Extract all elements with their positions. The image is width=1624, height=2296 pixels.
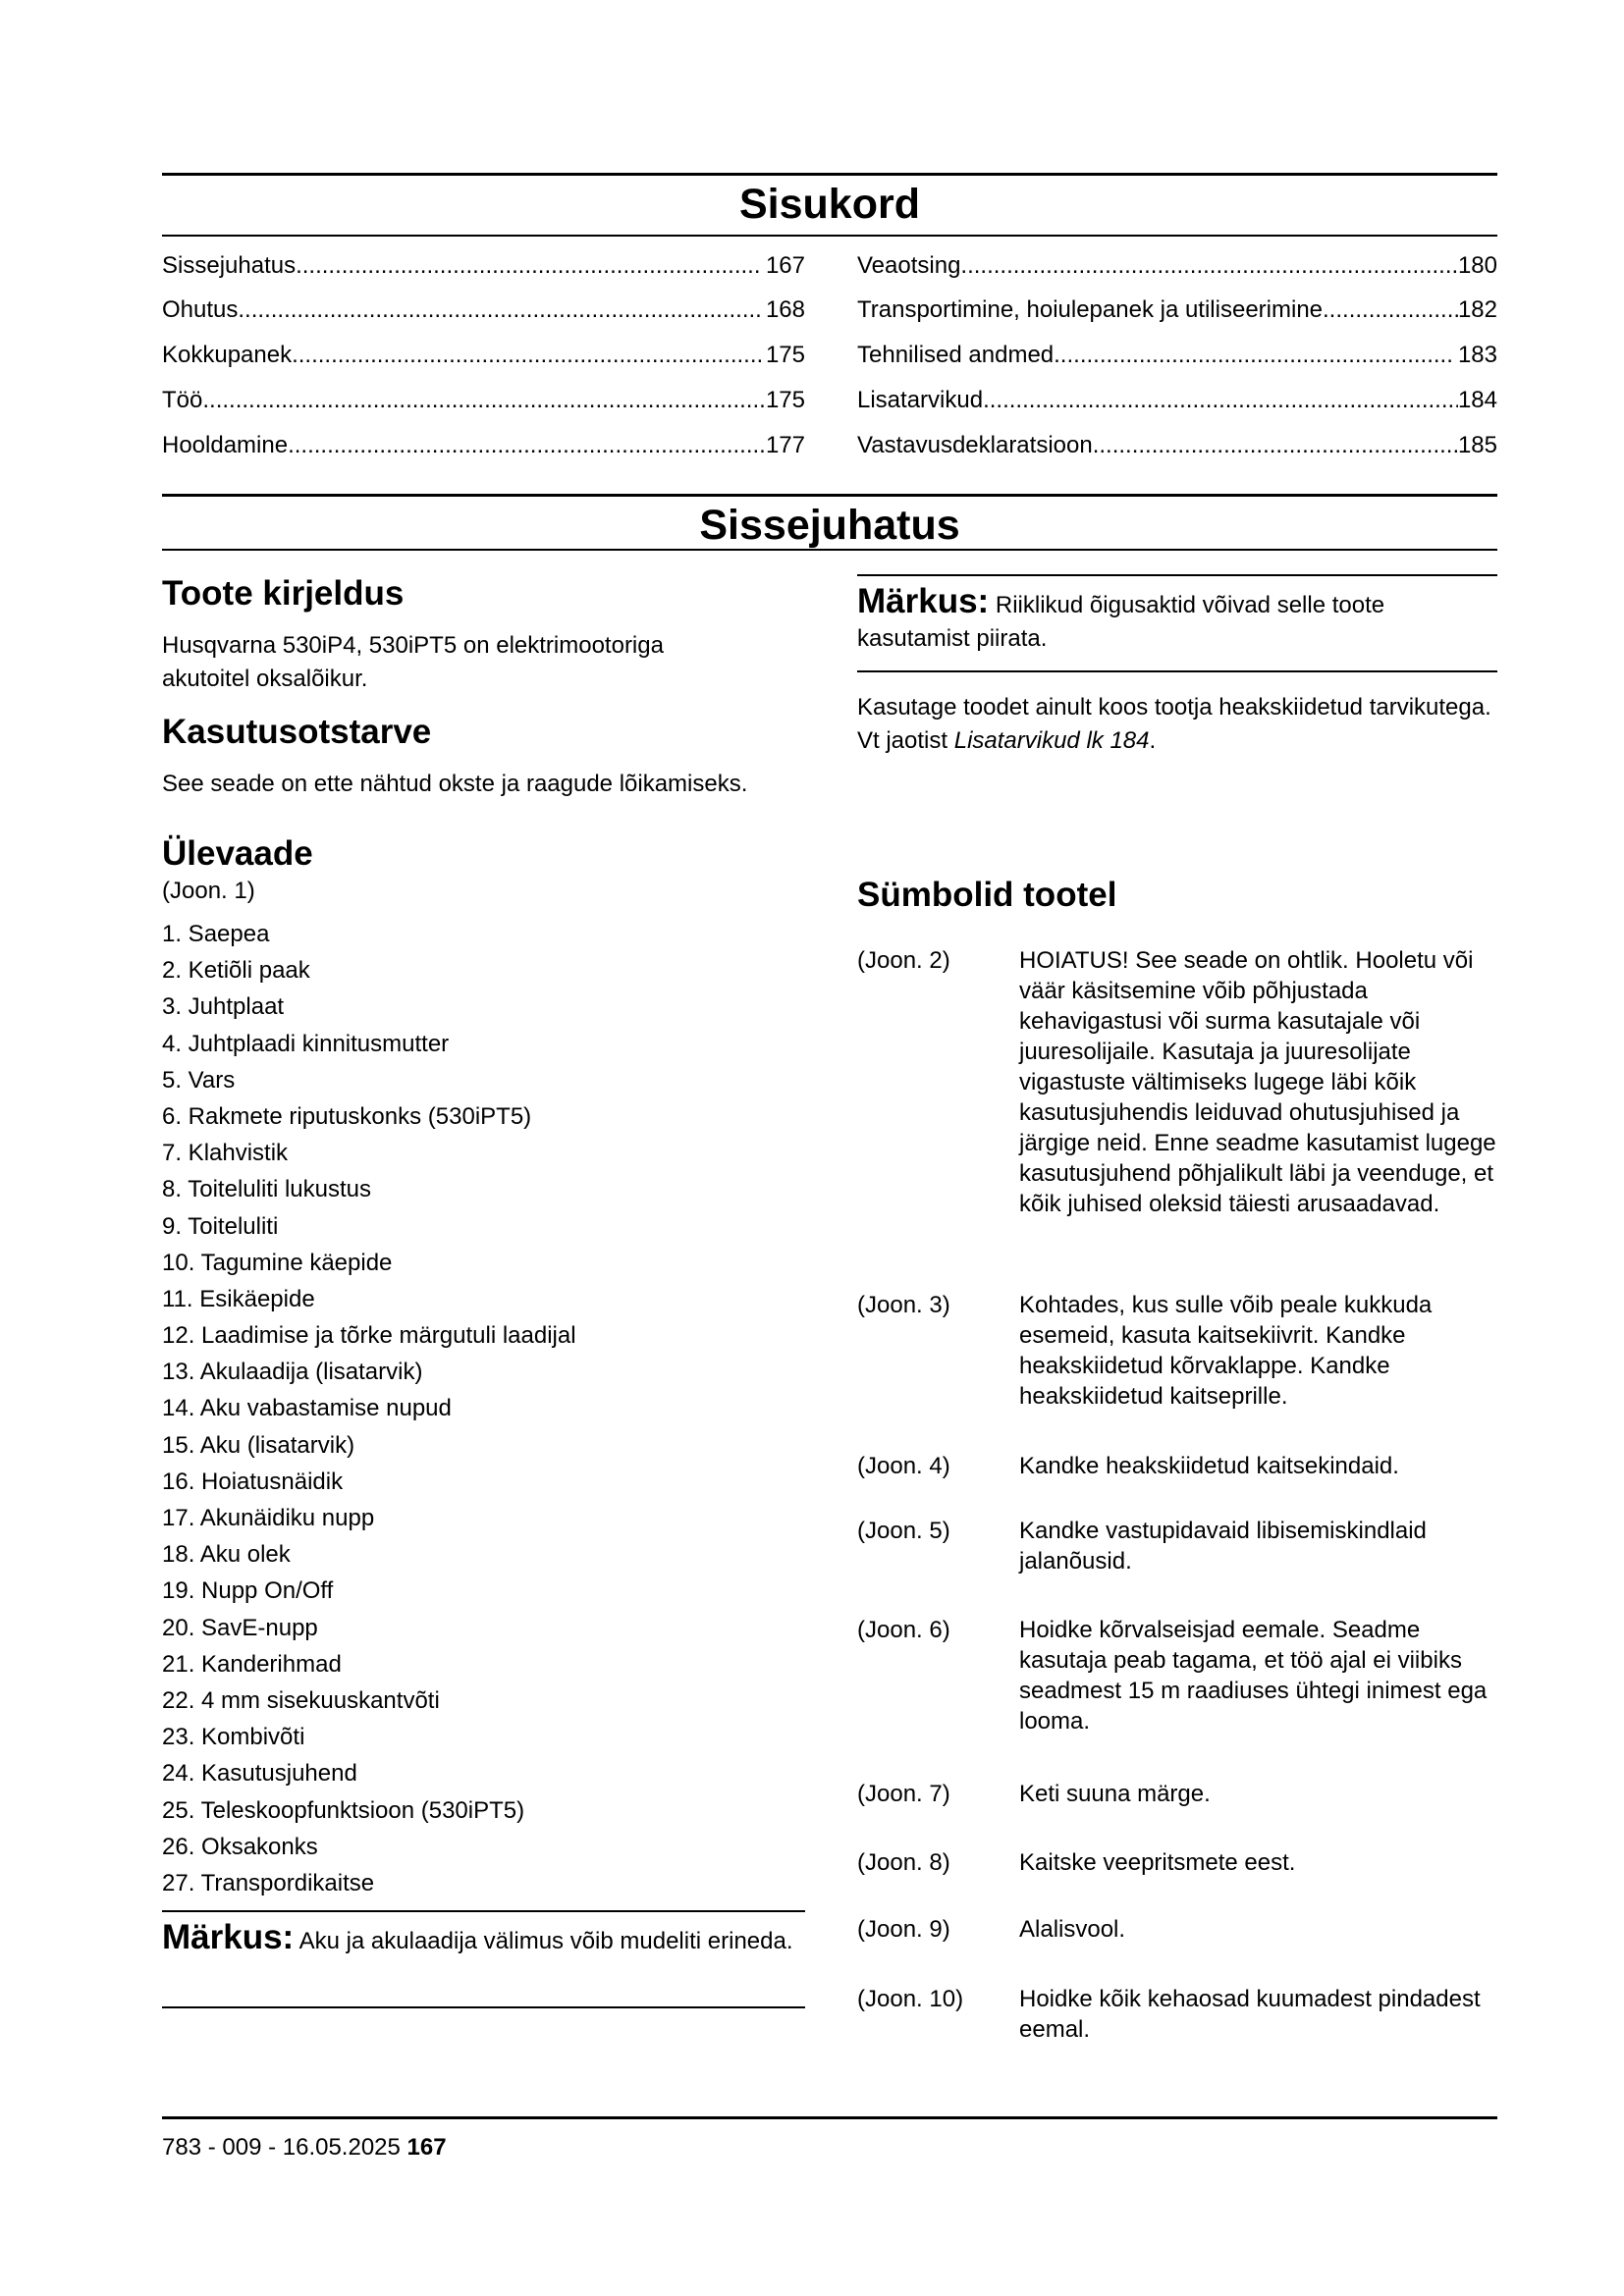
toc-leader-dots [960, 252, 1458, 281]
symbol-figure-ref: (Joon. 9) [857, 1916, 950, 1943]
toc-entry[interactable] [162, 387, 805, 415]
list-item: 26. Oksakonks [162, 1833, 318, 1860]
toc-leader-dots [238, 296, 762, 325]
list-item: 2. Ketiõli paak [162, 957, 310, 985]
toc-entry[interactable] [857, 387, 1497, 415]
list-item: 22. 4 mm sisekuuskantvõti [162, 1686, 440, 1714]
toc-leader-dots [288, 432, 766, 460]
toc-entry-page: 185 [1457, 432, 1497, 458]
note-text: Aku ja akulaadija välimus võib mudeliti erineda. [294, 1928, 793, 1954]
toc-top-rule [162, 173, 1497, 176]
toc-leader-dots [292, 342, 762, 370]
list-item: 9. Toiteluliti [162, 1212, 279, 1240]
product-description-text: Husqvarna 530iP4, 530iPT5 on elektrimootoriga akutoitel oksalõikur. [162, 632, 664, 692]
toc-entry[interactable] [162, 252, 805, 281]
toc-entry-label: Ohutus [162, 296, 239, 323]
symbol-row [857, 945, 1505, 1219]
symbol-description: Alalisvool. [1019, 1916, 1126, 1943]
toc-entry[interactable] [162, 342, 805, 370]
list-item: 18. Aku olek [162, 1541, 291, 1569]
toc-entry-page: 183 [1457, 342, 1497, 368]
note-box [857, 582, 1497, 656]
symbol-description: Keti suuna märge. [1019, 1781, 1211, 1807]
list-item: 8. Toiteluliti lukustus [162, 1176, 371, 1203]
note-box [162, 1918, 805, 1958]
toc-entry-label: Kokkupanek [162, 342, 293, 368]
list-item: 12. Laadimise ja tõrke märgutuli laadijal [162, 1322, 576, 1350]
footer-rule [162, 2116, 1497, 2119]
toc-leader-dots [1323, 296, 1458, 325]
toc-entry-label: Töö [162, 387, 203, 413]
list-item: 16. Hoiatusnäidik [162, 1468, 344, 1495]
symbol-figure-ref: (Joon. 4) [857, 1453, 950, 1479]
symbol-figure-ref: (Joon. 10) [857, 1986, 964, 2012]
note-keyword: Märkus: [857, 582, 990, 620]
symbol-description: Kaitske veepritsmete eest. [1019, 1849, 1296, 1876]
toc-entry-label: Veaotsing [857, 252, 961, 279]
overview-parts-list [162, 916, 576, 1901]
list-item: 20. SavE-nupp [162, 1614, 318, 1641]
list-item: 14. Aku vabastamise nupud [162, 1395, 452, 1422]
symbol-description: Kohtades, kus sulle võib peale kukkuda esemeid, kasuta kaitsekiivrit. Kandke heakskiidetud kõrvaklappe. Kandke heakskiidetud kaitseprille. [1019, 1292, 1433, 1410]
section-bottom-rule [162, 549, 1497, 551]
toc-leader-dots [983, 387, 1458, 415]
list-item: 19. Nupp On/Off [162, 1577, 334, 1605]
toc-leader-dots [1093, 432, 1458, 460]
accessories-link[interactable]: Lisatarvikud lk 184 [953, 727, 1150, 754]
note-keyword: Märkus: [162, 1918, 295, 1956]
toc-entry-page: 177 [765, 432, 805, 458]
symbol-row [857, 1779, 1505, 1809]
list-item: 4. Juhtplaadi kinnitusmutter [162, 1030, 450, 1057]
symbol-description: Kandke vastupidavaid libisemiskindlaid jalanõusid. [1019, 1518, 1427, 1575]
list-item: 15. Aku (lisatarvik) [162, 1431, 355, 1459]
accessories-text [857, 691, 1497, 758]
symbol-figure-ref: (Joon. 2) [857, 947, 950, 974]
accessories-text-body: Kasutage toodet ainult koos tootja heakskiidetud tarvikutega. Vt jaotist [857, 694, 1491, 754]
section-title: Sissejuhatus [699, 502, 960, 549]
list-item: 25. Teleskoopfunktsioon (530iPT5) [162, 1796, 525, 1824]
toc-entry[interactable] [162, 296, 805, 325]
intended-use-text: See seade on ette nähtud okste ja raagude lõikamiseks. [162, 771, 748, 797]
symbol-figure-ref: (Joon. 3) [857, 1292, 950, 1318]
list-item: 21. Kanderihmad [162, 1650, 342, 1678]
list-item: 11. Esikäepide [162, 1285, 315, 1312]
list-item: 6. Rakmete riputuskonks (530iPT5) [162, 1102, 532, 1130]
note-text: Riiklikud õigusaktid võivad selle toote kasutamist piirata. [857, 592, 1385, 652]
section-top-rule [162, 494, 1497, 497]
toc-entry-label: Vastavusdeklaratsioon [857, 432, 1093, 458]
toc-entry-page: 168 [765, 296, 805, 323]
toc-entry-label: Hooldamine [162, 432, 289, 458]
toc-title: Sisukord [739, 181, 920, 228]
list-item: 3. Juhtplaat [162, 993, 285, 1021]
toc-entry-page: 167 [765, 252, 805, 279]
toc-entry[interactable] [857, 252, 1497, 281]
toc-entry-page: 184 [1457, 387, 1497, 413]
toc-entry-page: 180 [1457, 252, 1497, 279]
overview-figure-ref: (Joon. 1) [162, 878, 255, 904]
symbol-row [857, 1615, 1505, 1736]
note-bottom-rule [857, 670, 1497, 672]
overview-heading: Ülevaade [162, 834, 313, 873]
intended-use-heading: Kasutusotstarve [162, 713, 432, 751]
note-top-rule [857, 574, 1497, 576]
toc-entry[interactable] [857, 342, 1497, 370]
footer [162, 2134, 447, 2162]
toc-leader-dots [202, 387, 766, 415]
symbol-figure-ref: (Joon. 8) [857, 1849, 950, 1876]
list-item: 1. Saepea [162, 921, 270, 947]
toc-entry[interactable] [857, 432, 1497, 460]
toc-entry-page: 175 [765, 342, 805, 368]
symbol-row [857, 1847, 1505, 1878]
toc-entry[interactable] [857, 296, 1497, 325]
toc-entry-page: 182 [1457, 296, 1497, 323]
list-item: 7. Klahvistik [162, 1140, 289, 1167]
product-description-heading: Toote kirjeldus [162, 574, 405, 613]
symbol-figure-ref: (Joon. 6) [857, 1617, 950, 1643]
symbol-row [857, 1290, 1505, 1412]
footer-page-number: 167 [406, 2134, 447, 2161]
list-item: 13. Akulaadija (lisatarvik) [162, 1359, 423, 1386]
symbol-row [857, 1914, 1505, 1945]
list-item: 27. Transpordikaitse [162, 1869, 375, 1896]
list-item: 10. Tagumine käepide [162, 1249, 393, 1276]
symbol-row [857, 1451, 1505, 1481]
symbol-row [857, 1516, 1505, 1576]
toc-leader-dots [296, 252, 762, 281]
symbol-description: Hoidke kõrvalseisjad eemale. Seadme kasutaja peab tagama, et töö ajal ei viibiks seadmest 15 m raadiuses ühtegi inimest ega looma. [1019, 1617, 1488, 1735]
toc-entry-label: Transportimine, hoiulepanek ja utiliseerimine [857, 296, 1324, 323]
toc-entry-label: Sissejuhatus [162, 252, 297, 279]
toc-entry-label: Lisatarvikud [857, 387, 984, 413]
accessories-text-end: . [1149, 727, 1157, 754]
list-item: 5. Vars [162, 1066, 236, 1094]
list-item: 23. Kombivõti [162, 1724, 305, 1751]
symbols-heading: Sümbolid tootel [857, 876, 1117, 914]
toc-entry-label: Tehnilised andmed [857, 342, 1055, 368]
symbol-description: Kandke heakskiidetud kaitsekindaid. [1019, 1453, 1399, 1479]
list-item: 24. Kasutusjuhend [162, 1760, 357, 1788]
toc-bottom-rule [162, 235, 1497, 237]
symbol-row [857, 1984, 1505, 2045]
symbol-figure-ref: (Joon. 5) [857, 1518, 950, 1544]
symbol-description: HOIATUS! See seade on ohtlik. Hooletu või väär käsitsemine võib põhjustada kehavigastusi või surma kasutajale või juuresolijaile. Kasutaja ja juuresolijate vigastuste vältimiseks lugege läbi kõik kasutusjuhendis leiduvad ohutusjuhised ja järgige neid. Enne seadme kasutamist lugege kasutusjuhend põhjalikult läbi ja veenduge, et kõik juhised oleksid täiesti arusaadavad. [1019, 947, 1496, 1217]
toc-leader-dots [1054, 342, 1454, 370]
symbol-figure-ref: (Joon. 7) [857, 1781, 950, 1807]
footer-doc-code: 783 - 009 - 16.05.2025 [162, 2134, 407, 2161]
list-item: 17. Akunäidiku nupp [162, 1505, 375, 1531]
toc-entry[interactable] [162, 432, 805, 460]
symbol-description: Hoidke kõik kehaosad kuumadest pindadest eemal. [1019, 1986, 1481, 2043]
toc-entry-page: 175 [765, 387, 805, 413]
note-bottom-rule [162, 2006, 805, 2008]
note-top-rule [162, 1910, 805, 1912]
